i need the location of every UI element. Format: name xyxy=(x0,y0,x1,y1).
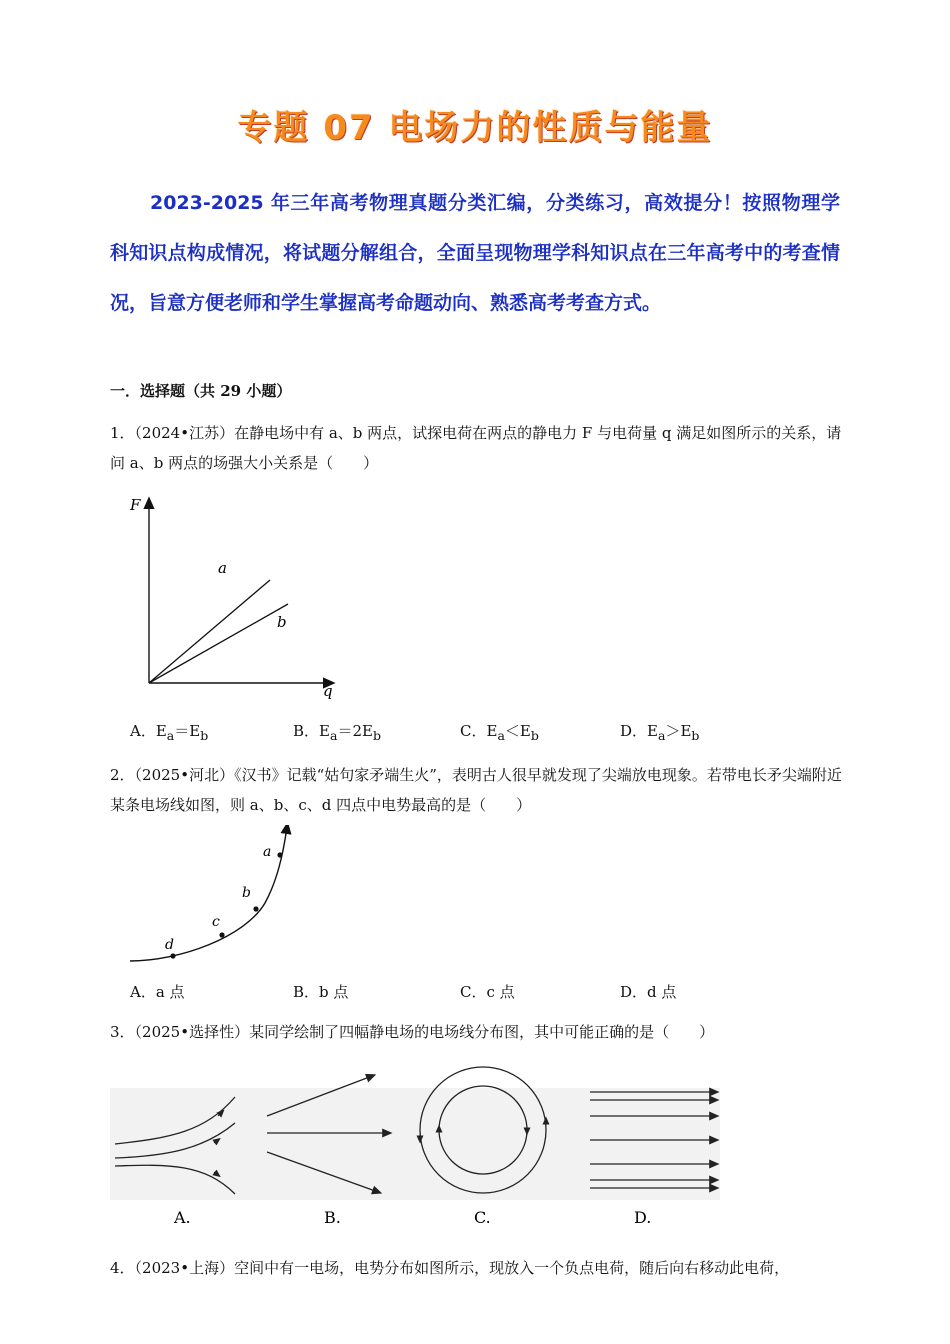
point-d xyxy=(170,953,175,958)
point-a xyxy=(277,852,282,857)
intro-paragraph: 2023-2025 年三年高考物理真题分类汇编，分类练习，高效提分！按照物理学科知识点构成情况，将试题分解组合，全面呈现物理学科知识点在三年高考中的考查情况，旨意方便老师和学生掌握高考命题动向、熟悉高考考查方式。 xyxy=(110,192,840,314)
question-4-text: 4．（2023•上海）空间中有一电场，电势分布如图所示，现放入一个负点电荷，随后向右移动此电荷， xyxy=(110,1259,790,1277)
axis-label-q: q xyxy=(323,682,333,700)
diagram-background xyxy=(110,1088,720,1200)
svg-text:a: a xyxy=(263,844,272,860)
question-2-text: 2．（2025•河北）《汉书》记载“姑句家矛端生火”，表明古人很早就发现了尖端放电现象。若带电长矛尖端附近某条电场线如图，则 a、b、c、d 四点中电势最高的是（ ） xyxy=(110,766,842,814)
option-b[interactable]: B．b 点 xyxy=(293,983,349,1001)
label-b: b xyxy=(277,613,287,631)
question-1-graph xyxy=(120,490,350,705)
question-3-text: 3．（2025•选择性）某同学绘制了四幅静电场的电场线分布图，其中可能正确的是（ ） xyxy=(110,1023,715,1041)
svg-text:A.: A. xyxy=(174,1208,191,1227)
svg-text:C.: C. xyxy=(474,1208,491,1227)
option-a[interactable]: A．$E_a=E_b$ xyxy=(130,722,209,743)
question-1-text: 1．（2024•江苏）在静电场中有 a、b 两点，试探电荷在两点的静电力 F 与电荷量 q 满足如图所示的关系，请问 a、b 两点的场强大小关系是（ ） xyxy=(110,424,842,472)
svg-text:c: c xyxy=(212,914,220,930)
option-a[interactable]: A．a 点 xyxy=(130,983,185,1001)
svg-text:B.: B. xyxy=(324,1208,341,1227)
point-c xyxy=(219,932,224,937)
option-c[interactable]: C．c 点 xyxy=(460,983,515,1001)
point-b xyxy=(253,906,258,911)
question-2-field-line xyxy=(125,825,305,970)
svg-text:d: d xyxy=(165,937,174,953)
line-b xyxy=(149,604,288,683)
line-a xyxy=(149,580,270,683)
option-c[interactable]: C．$E_a<E_b$ xyxy=(460,722,539,743)
svg-text:b: b xyxy=(242,885,251,901)
section-heading: 一．选择题（共 29 小题） xyxy=(110,382,292,400)
axis-label-f: F xyxy=(130,496,141,514)
label-a: a xyxy=(218,559,227,577)
option-d[interactable]: D．$E_a>E_b$ xyxy=(620,722,700,743)
question-3-diagrams xyxy=(110,1060,730,1235)
svg-text:D.: D. xyxy=(634,1208,652,1227)
option-d[interactable]: D．d 点 xyxy=(620,983,677,1001)
option-b[interactable]: B．$E_a=2E_b$ xyxy=(293,722,381,743)
page-title: 专题 07 电场力的性质与能量 xyxy=(237,108,713,148)
